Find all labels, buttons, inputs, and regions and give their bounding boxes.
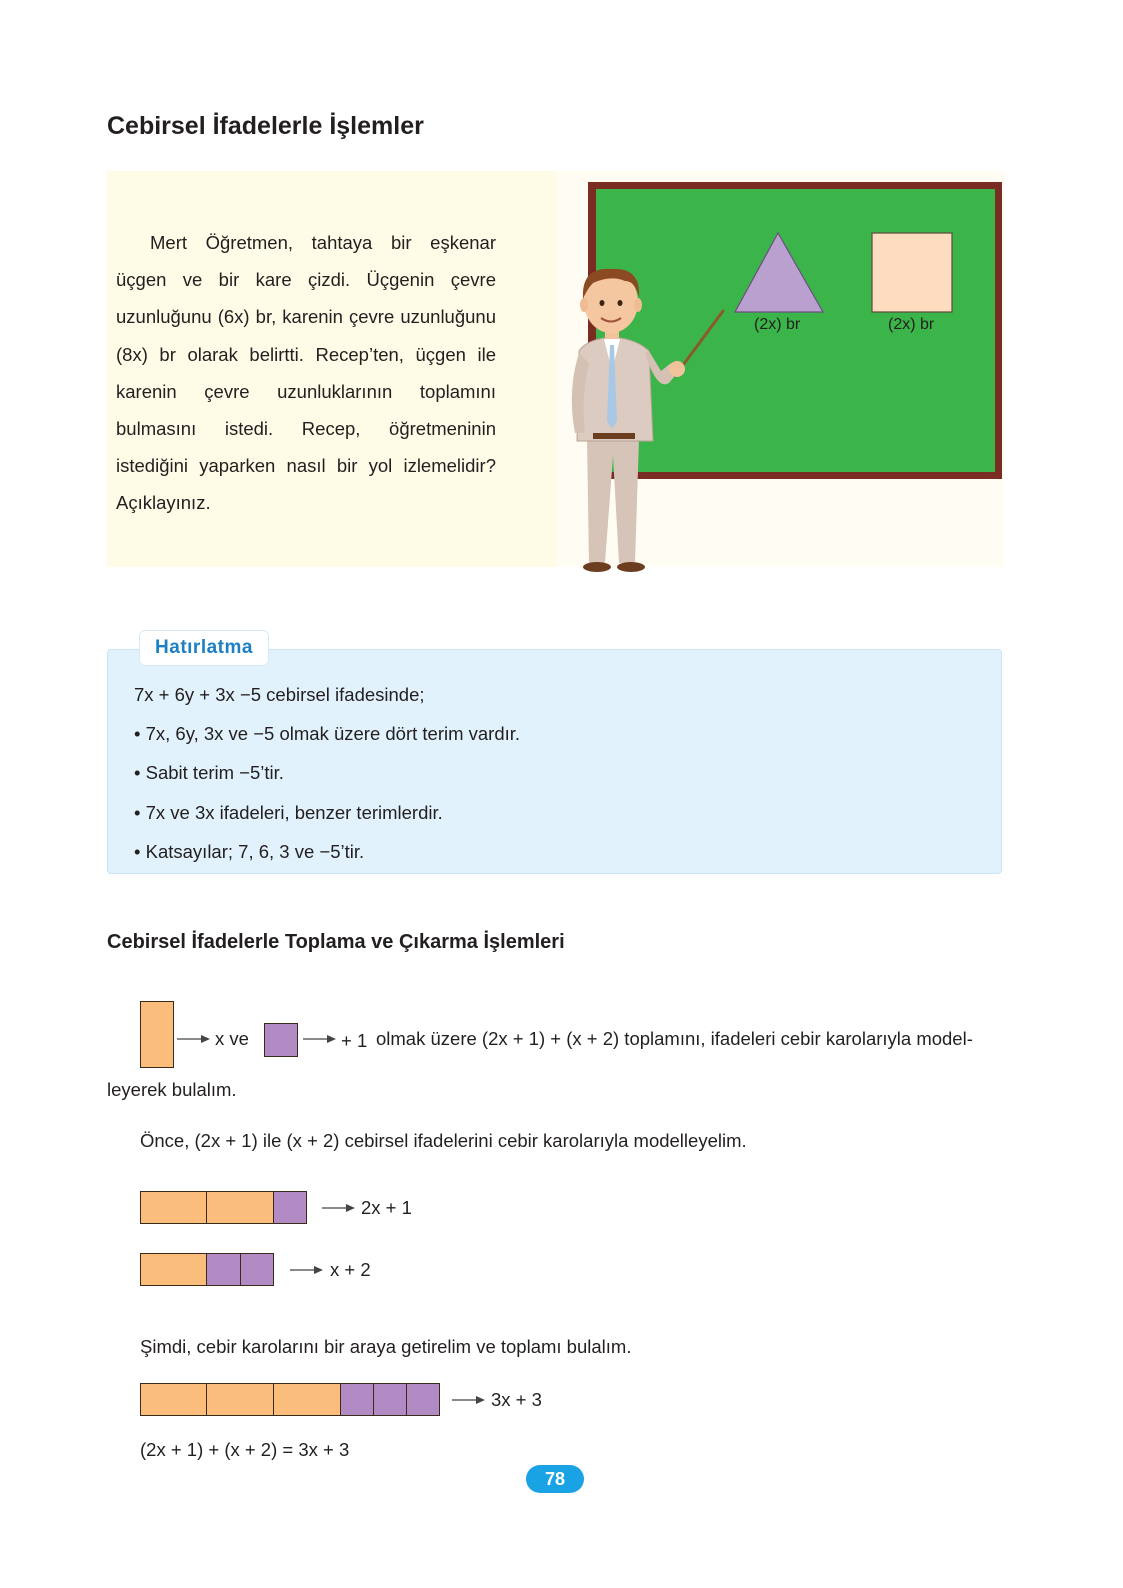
teacher-eye <box>618 300 623 306</box>
unit-tile <box>373 1383 407 1416</box>
teacher-board-illustration <box>557 171 1004 576</box>
legend-rest-text: olmak üzere (2x + 1) + (x + 2) toplamını, ifadeleri cebir karolarıyla model- <box>376 1028 973 1049</box>
intro-text <box>116 224 496 522</box>
square-shape <box>872 233 952 312</box>
page-title: Cebirsel İfadelerle İşlemler <box>107 112 424 140</box>
page-number: 78 <box>526 1465 584 1493</box>
unit-tile <box>273 1191 307 1224</box>
step2-text: Şimdi, cebir karolarını bir araya getirelim ve toplamı bulalım. <box>140 1336 632 1357</box>
reminder-line: • 7x ve 3x ifadeleri, benzer terimlerdir. <box>134 802 443 823</box>
unit-tile-legend <box>264 1023 298 1057</box>
x-tile-legend <box>140 1001 174 1068</box>
reminder-line: • Katsayılar; 7, 6, 3 ve −5’tir. <box>134 841 365 862</box>
square-label: (2x) br <box>888 316 935 333</box>
teacher-belt <box>593 433 635 439</box>
legend-x-text: x ve <box>215 1028 249 1049</box>
unit-tile <box>206 1253 241 1286</box>
step1-text: Önce, (2x + 1) ile (x + 2) cebirsel ifadelerini cebir karolarıyla modelleyelim. <box>140 1130 747 1151</box>
triangle-label: (2x) br <box>754 316 801 333</box>
x-tile <box>273 1383 341 1416</box>
legend-one-text: + 1 <box>341 1030 368 1051</box>
result-equation: (2x + 1) + (x + 2) = 3x + 3 <box>140 1439 350 1460</box>
teacher-hand <box>669 361 685 377</box>
arrow-icon <box>322 1203 356 1213</box>
section-title: Cebirsel İfadelerle Toplama ve Çıkarma İşlemleri <box>107 931 565 953</box>
unit-tile <box>406 1383 440 1416</box>
x-tile <box>140 1191 207 1224</box>
teacher-ear <box>634 298 642 312</box>
teacher-ear <box>580 298 588 312</box>
teacher-eye <box>600 300 605 306</box>
arrow-icon <box>290 1265 324 1275</box>
unit-tile <box>340 1383 374 1416</box>
teacher-shoe <box>583 562 611 572</box>
x-tile <box>206 1383 274 1416</box>
arrow-icon <box>303 1034 337 1044</box>
x-tile <box>140 1383 207 1416</box>
intro-paragraph: Mert Öğretmen, tahtaya bir eşkenar üçgen ve bir kare çizdi. Üçgenin çevre uzunluğunu (6x) br, karenin çevre uzunluğunu (8x) br olarak belirtti. Recep’ten, üçgen ile karenin çevre uzunluklarının toplamını bulmasını istedi. Recep, öğretmeninin istediğini yaparken nasıl bir yol izlemelidir? Açıklayınız. <box>116 232 496 514</box>
x-tile <box>140 1253 207 1286</box>
sum-label: 3x + 3 <box>491 1389 542 1410</box>
reminder-line: 7x + 6y + 3x −5 cebirsel ifadesinde; <box>134 684 425 705</box>
reminder-line: • 7x, 6y, 3x ve −5 olmak üzere dört terim vardır. <box>134 723 521 744</box>
x-tile <box>206 1191 274 1224</box>
unit-tile <box>240 1253 274 1286</box>
reminder-line: • Sabit terim −5’tir. <box>134 762 284 783</box>
reminder-tab: Hatırlatma <box>139 630 269 666</box>
model2-label: x + 2 <box>330 1259 371 1280</box>
model1-label: 2x + 1 <box>361 1197 412 1218</box>
legend-cont-text: leyerek bulalım. <box>107 1079 237 1100</box>
arrow-icon <box>177 1034 211 1044</box>
teacher-shoe <box>617 562 645 572</box>
arrow-icon <box>452 1395 486 1405</box>
